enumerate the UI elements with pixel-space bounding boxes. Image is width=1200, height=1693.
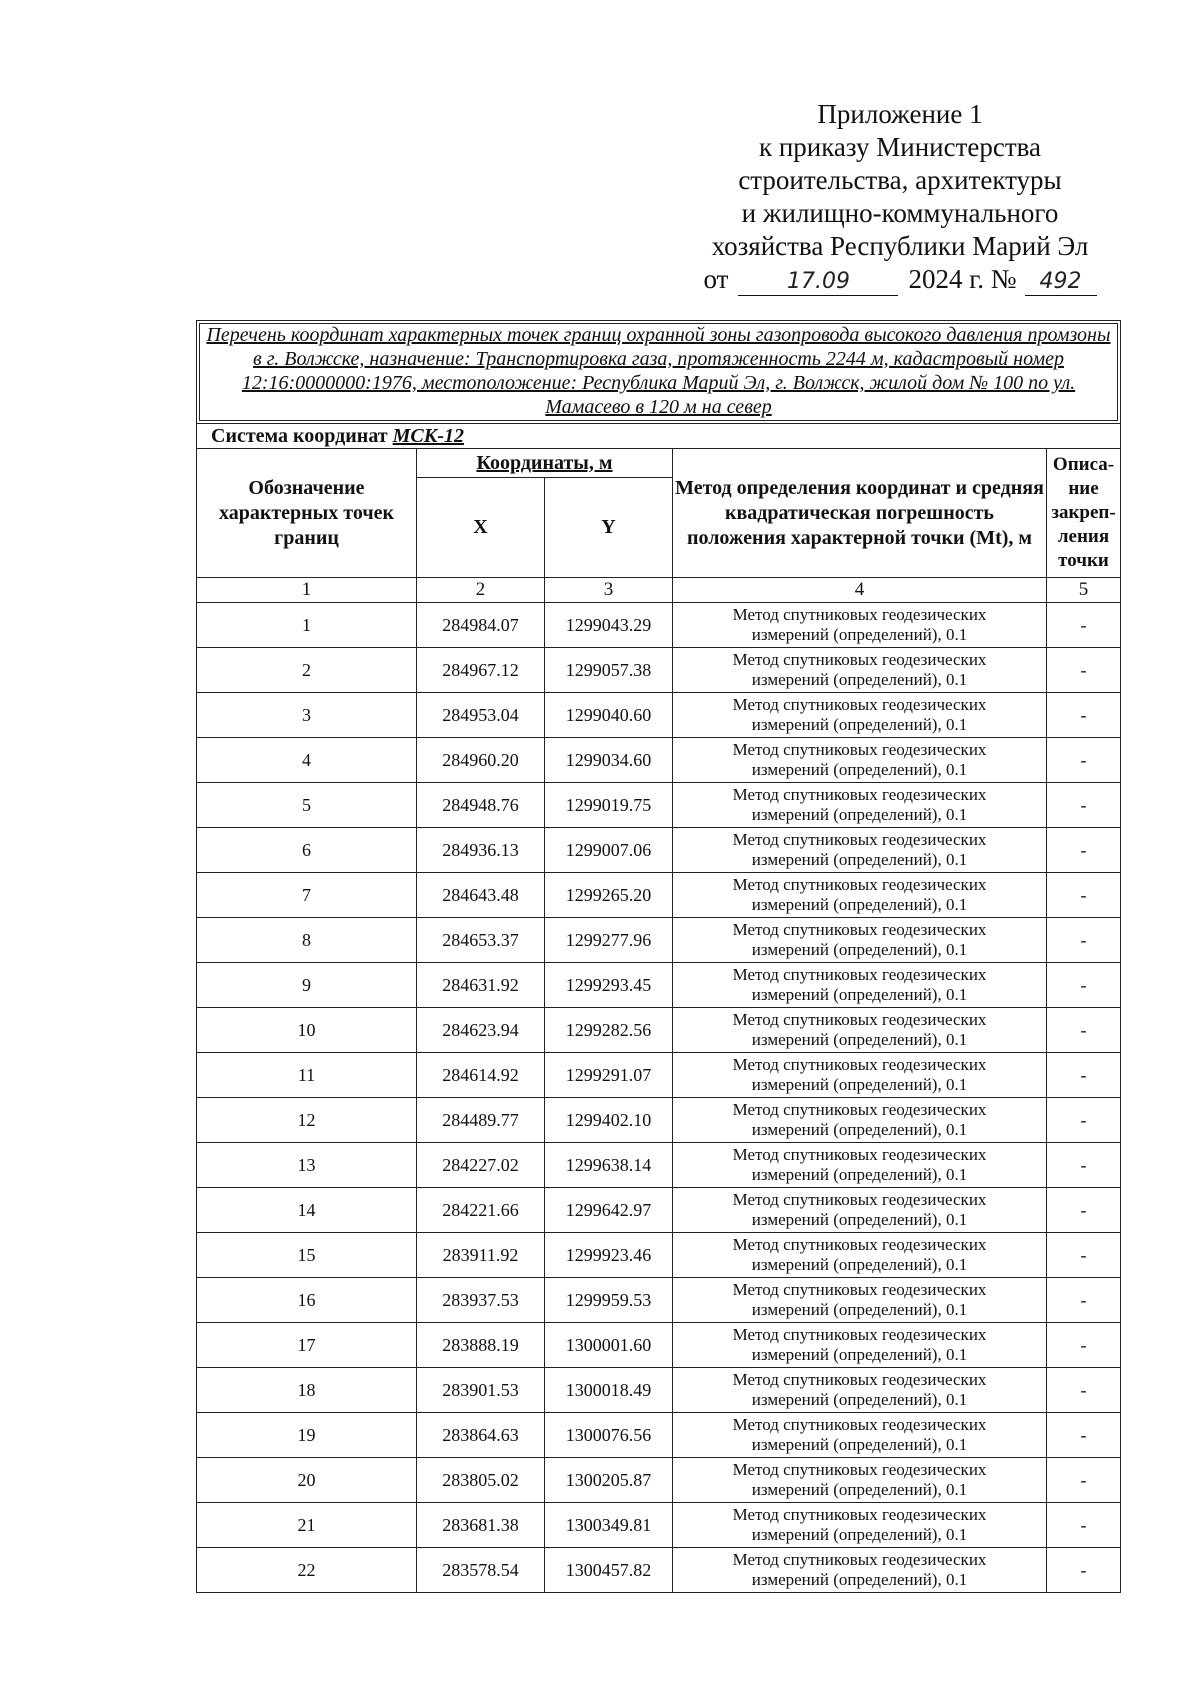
method-line: Метод спутниковых геодезических: [732, 830, 987, 849]
method-line: Метод спутниковых геодезических: [732, 875, 987, 894]
description-cell: -: [1047, 1548, 1121, 1593]
point-number: 4: [197, 738, 417, 783]
method-line: Метод спутниковых геодезических: [732, 1235, 987, 1254]
from-prefix: от: [703, 264, 729, 294]
method-line: Метод спутниковых геодезических: [732, 605, 987, 624]
method-cell: [673, 783, 1047, 828]
appendix-line: хозяйства Республики Марий Эл: [711, 231, 1089, 261]
description-cell: -: [1047, 738, 1121, 783]
coord-y: 1299402.10: [545, 1098, 673, 1143]
point-number: 14: [197, 1188, 417, 1233]
description-cell: -: [1047, 1143, 1121, 1188]
method-cell: [673, 1053, 1047, 1098]
coord-y: 1299959.53: [545, 1278, 673, 1323]
coord-y: 1299638.14: [545, 1143, 673, 1188]
method-cell: [673, 1368, 1047, 1413]
description-cell: -: [1047, 1368, 1121, 1413]
method-line: измерений (определений), 0.1: [751, 1120, 968, 1139]
column-number: 5: [1047, 578, 1121, 603]
table-row: [197, 873, 1121, 918]
method-cell: [673, 1233, 1047, 1278]
coord-y: 1300205.87: [545, 1458, 673, 1503]
column-number: 4: [673, 578, 1047, 603]
method-line: измерений (определений), 0.1: [751, 1435, 968, 1454]
method-line: измерений (определений), 0.1: [751, 850, 968, 869]
coord-x: 284967.12: [417, 648, 545, 693]
coord-x: 283578.54: [417, 1548, 545, 1593]
header-description-line: ние: [1068, 478, 1099, 499]
method-cell: [673, 1458, 1047, 1503]
coord-system-label: Система координат: [211, 425, 388, 447]
point-number: 3: [197, 693, 417, 738]
table-row: [197, 1458, 1121, 1503]
table-row: [197, 648, 1121, 693]
column-number: 2: [417, 578, 545, 603]
method-line: измерений (определений), 0.1: [751, 805, 968, 824]
coord-x: 284953.04: [417, 693, 545, 738]
method-line: измерений (определений), 0.1: [751, 940, 968, 959]
point-number: 7: [197, 873, 417, 918]
table-row: [197, 783, 1121, 828]
coord-x: 283911.92: [417, 1233, 545, 1278]
appendix-line: строительства, архитектуры: [738, 165, 1062, 195]
method-line: Метод спутниковых геодезических: [732, 1145, 987, 1164]
coord-y: 1299265.20: [545, 873, 673, 918]
method-line: измерений (определений), 0.1: [751, 1165, 968, 1184]
method-line: Метод спутниковых геодезических: [732, 920, 987, 939]
method-line: Метод спутниковых геодезических: [732, 740, 987, 759]
method-line: Метод спутниковых геодезических: [732, 1415, 987, 1434]
description-cell: -: [1047, 828, 1121, 873]
coord-system: [197, 424, 1121, 449]
method-line: измерений (определений), 0.1: [751, 1075, 968, 1094]
coord-y: 1299642.97: [545, 1188, 673, 1233]
coord-x: 284984.07: [417, 603, 545, 648]
table-row: [197, 1323, 1121, 1368]
coord-y: 1299019.75: [545, 783, 673, 828]
method-line: измерений (определений), 0.1: [751, 1570, 968, 1589]
method-cell: [673, 738, 1047, 783]
handwritten-order-number: 492: [1025, 269, 1097, 296]
description-cell: -: [1047, 873, 1121, 918]
description-cell: -: [1047, 783, 1121, 828]
coord-x: 284643.48: [417, 873, 545, 918]
method-cell: [673, 873, 1047, 918]
point-number: 19: [197, 1413, 417, 1458]
description-cell: -: [1047, 1413, 1121, 1458]
appendix-line: и жилищно-коммунального: [741, 198, 1059, 228]
method-line: Метод спутниковых геодезических: [732, 1010, 987, 1029]
method-line: Метод спутниковых геодезических: [732, 650, 987, 669]
description-cell: -: [1047, 1188, 1121, 1233]
coord-y: 1300349.81: [545, 1503, 673, 1548]
description-cell: -: [1047, 1503, 1121, 1548]
description-cell: -: [1047, 1278, 1121, 1323]
point-number: 8: [197, 918, 417, 963]
method-line: Метод спутниковых геодезических: [732, 1280, 987, 1299]
table-row: [197, 1053, 1121, 1098]
description-cell: -: [1047, 1053, 1121, 1098]
coord-y: 1300457.82: [545, 1548, 673, 1593]
table-row: [197, 603, 1121, 648]
method-line: Метод спутниковых геодезических: [732, 695, 987, 714]
description-cell: -: [1047, 1233, 1121, 1278]
caption-row: [197, 321, 1121, 424]
coord-x: 284936.13: [417, 828, 545, 873]
table-row: [197, 1548, 1121, 1593]
column-number: 1: [197, 578, 417, 603]
coord-y: 1299291.07: [545, 1053, 673, 1098]
coord-y: 1300001.60: [545, 1323, 673, 1368]
header-coordinates: Координаты, м: [417, 449, 673, 478]
description-cell: -: [1047, 918, 1121, 963]
method-line: измерений (определений), 0.1: [751, 760, 968, 779]
method-line: Метод спутниковых геодезических: [732, 785, 987, 804]
table-row: [197, 1188, 1121, 1233]
method-line: измерений (определений), 0.1: [751, 670, 968, 689]
method-cell: [673, 918, 1047, 963]
coord-x: 284960.20: [417, 738, 545, 783]
handwritten-date: 17.09: [738, 269, 898, 296]
point-number: 21: [197, 1503, 417, 1548]
coord-x: 283901.53: [417, 1368, 545, 1413]
point-number: 1: [197, 603, 417, 648]
method-cell: [673, 693, 1047, 738]
method-line: измерений (определений), 0.1: [751, 1390, 968, 1409]
method-line: Метод спутниковых геодезических: [732, 1100, 987, 1119]
point-number: 16: [197, 1278, 417, 1323]
description-cell: -: [1047, 1008, 1121, 1053]
table-row: [197, 1413, 1121, 1458]
header-description-line: закреп-: [1051, 502, 1116, 523]
coord-y: 1299293.45: [545, 963, 673, 1008]
appendix-header: [690, 98, 1110, 296]
method-line: измерений (определений), 0.1: [751, 1210, 968, 1229]
coord-y: 1300076.56: [545, 1413, 673, 1458]
coord-y: 1299040.60: [545, 693, 673, 738]
coordinates-table: [196, 320, 1121, 1593]
method-line: измерений (определений), 0.1: [751, 895, 968, 914]
coord-x: 284631.92: [417, 963, 545, 1008]
method-cell: [673, 1008, 1047, 1053]
method-line: измерений (определений), 0.1: [751, 1480, 968, 1499]
year-text: 2024 г. №: [908, 264, 1017, 294]
header-description-line: ления: [1057, 526, 1110, 547]
method-line: измерений (определений), 0.1: [751, 985, 968, 1004]
appendix-line: Приложение 1: [817, 99, 983, 129]
point-number: 15: [197, 1233, 417, 1278]
coord-x: 284489.77: [417, 1098, 545, 1143]
header-x: X: [417, 478, 545, 578]
column-numbers-row: [197, 578, 1121, 603]
header-description-line: Описа-: [1052, 454, 1115, 475]
coord-y: 1299277.96: [545, 918, 673, 963]
method-line: измерений (определений), 0.1: [751, 1255, 968, 1274]
method-line: измерений (определений), 0.1: [751, 1030, 968, 1049]
table-row: [197, 1278, 1121, 1323]
coord-x: 283864.63: [417, 1413, 545, 1458]
description-cell: -: [1047, 1098, 1121, 1143]
table-row: [197, 693, 1121, 738]
method-cell: [673, 1098, 1047, 1143]
table-row: [197, 1503, 1121, 1548]
header-description: [1047, 449, 1121, 578]
description-cell: -: [1047, 693, 1121, 738]
method-cell: [673, 1323, 1047, 1368]
method-line: Метод спутниковых геодезических: [732, 1460, 987, 1479]
point-number: 9: [197, 963, 417, 1008]
coord-x: 283937.53: [417, 1278, 545, 1323]
header-y: Y: [545, 478, 673, 578]
table-row: [197, 963, 1121, 1008]
point-number: 11: [197, 1053, 417, 1098]
method-line: Метод спутниковых геодезических: [732, 1055, 987, 1074]
table-row: [197, 1008, 1121, 1053]
table-row: [197, 828, 1121, 873]
method-line: измерений (определений), 0.1: [751, 1525, 968, 1544]
method-cell: [673, 1503, 1047, 1548]
coord-x: 283681.38: [417, 1503, 545, 1548]
method-line: Метод спутниковых геодезических: [732, 1325, 987, 1344]
method-cell: [673, 1143, 1047, 1188]
table-row: [197, 1098, 1121, 1143]
method-line: Метод спутниковых геодезических: [732, 965, 987, 984]
coord-y: 1299282.56: [545, 1008, 673, 1053]
point-number: 5: [197, 783, 417, 828]
order-date-line: [690, 263, 1110, 296]
coord-y: 1299057.38: [545, 648, 673, 693]
column-number: 3: [545, 578, 673, 603]
header-row-1: [197, 449, 1121, 478]
table-caption: Перечень координат характерных точек границ охранной зоны газопровода высокого давления промзоны в г. Волжске, назначение: Транспортировка газа, протяженность 2244 м, кадастровый номер 12:16:0000000:1976, местоположение: Республика Марий Эл, г. Волжск, жилой дом № 100 по ул. Мамасево в 120 м на север: [197, 321, 1121, 424]
method-line: измерений (определений), 0.1: [751, 1345, 968, 1364]
coord-x: 283805.02: [417, 1458, 545, 1503]
point-number: 18: [197, 1368, 417, 1413]
coord-y: 1299007.06: [545, 828, 673, 873]
method-line: измерений (определений), 0.1: [751, 1300, 968, 1319]
coord-x: 283888.19: [417, 1323, 545, 1368]
method-cell: [673, 1188, 1047, 1233]
coord-x: 284948.76: [417, 783, 545, 828]
table-row: [197, 1233, 1121, 1278]
table-row: [197, 1143, 1121, 1188]
method-line: Метод спутниковых геодезических: [732, 1190, 987, 1209]
header-description-line: точки: [1058, 550, 1109, 571]
method-cell: [673, 1413, 1047, 1458]
description-cell: -: [1047, 1323, 1121, 1368]
point-number: 10: [197, 1008, 417, 1053]
method-cell: [673, 603, 1047, 648]
point-number: 17: [197, 1323, 417, 1368]
method-cell: [673, 963, 1047, 1008]
table-row: [197, 1368, 1121, 1413]
coord-y: 1299034.60: [545, 738, 673, 783]
point-number: 20: [197, 1458, 417, 1503]
coord-y: 1300018.49: [545, 1368, 673, 1413]
description-cell: -: [1047, 603, 1121, 648]
point-number: 2: [197, 648, 417, 693]
point-number: 6: [197, 828, 417, 873]
method-line: измерений (определений), 0.1: [751, 625, 968, 644]
point-number: 12: [197, 1098, 417, 1143]
description-cell: -: [1047, 648, 1121, 693]
method-cell: [673, 648, 1047, 693]
coord-system-value: МСК-12: [392, 425, 464, 447]
method-line: измерений (определений), 0.1: [751, 715, 968, 734]
coord-x: 284623.94: [417, 1008, 545, 1053]
header-method: Метод определения координат и средняя квадратическая погрешность положения характерной точки (Mt), м: [673, 449, 1047, 578]
header-point: Обозначение характерных точек границ: [197, 449, 417, 578]
coord-y: 1299043.29: [545, 603, 673, 648]
point-number: 22: [197, 1548, 417, 1593]
appendix-line: к приказу Министерства: [758, 132, 1042, 162]
table-row: [197, 918, 1121, 963]
coord-system-row: [197, 424, 1121, 449]
method-line: Метод спутниковых геодезических: [732, 1550, 987, 1569]
method-line: Метод спутниковых геодезических: [732, 1505, 987, 1524]
point-number: 13: [197, 1143, 417, 1188]
method-cell: [673, 1278, 1047, 1323]
coord-x: 284614.92: [417, 1053, 545, 1098]
method-cell: [673, 828, 1047, 873]
description-cell: -: [1047, 1458, 1121, 1503]
coord-x: 284221.66: [417, 1188, 545, 1233]
description-cell: -: [1047, 963, 1121, 1008]
coord-x: 284653.37: [417, 918, 545, 963]
method-line: Метод спутниковых геодезических: [732, 1370, 987, 1389]
coord-y: 1299923.46: [545, 1233, 673, 1278]
table-row: [197, 738, 1121, 783]
method-cell: [673, 1548, 1047, 1593]
coord-x: 284227.02: [417, 1143, 545, 1188]
